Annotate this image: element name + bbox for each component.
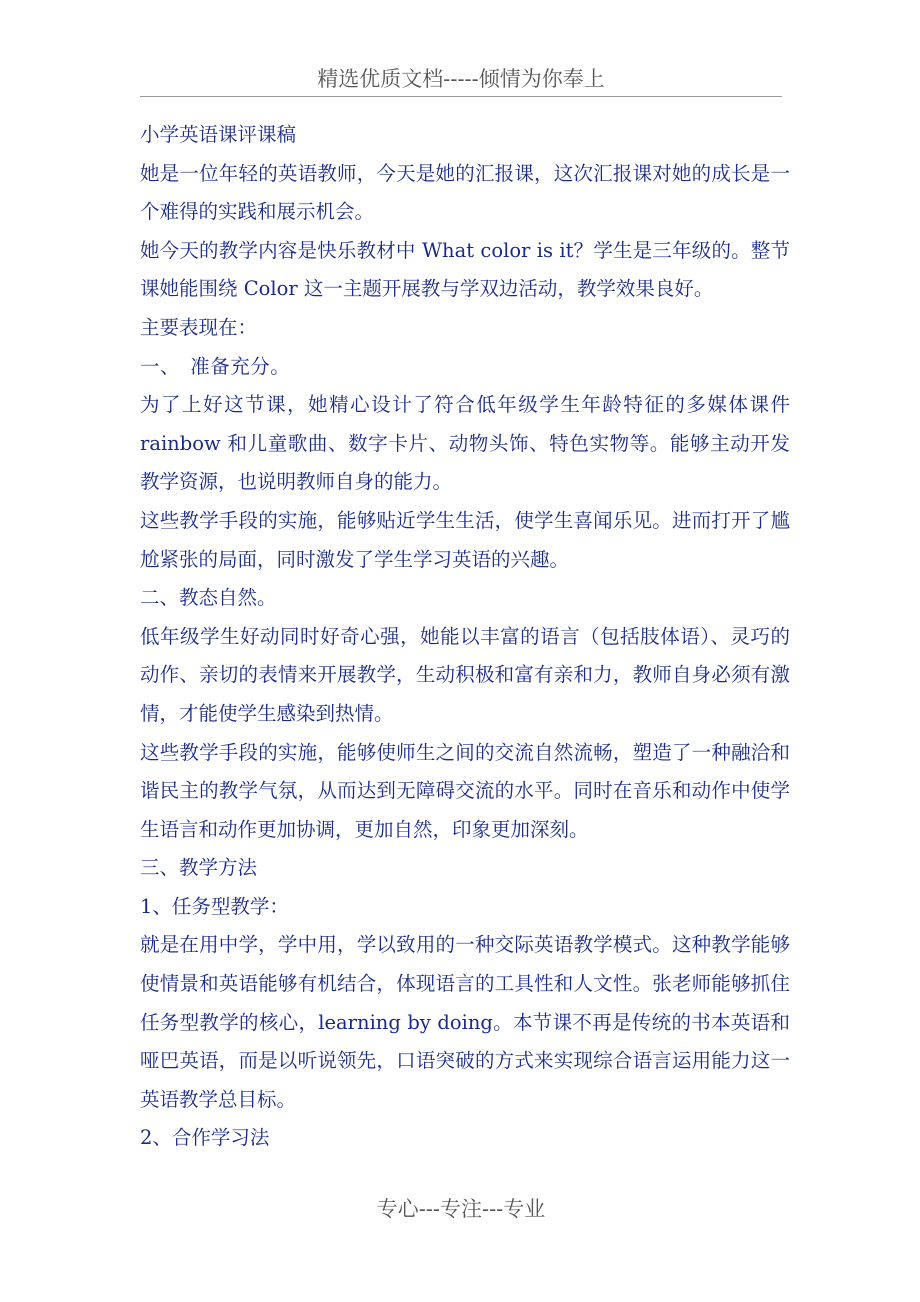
paragraph: 主要表现在： [140,315,258,339]
paragraph: 这些教学手段的实施，能够使师生之间的交流自然流畅，塑造了一种融洽和谐民主的教学气氛，从而达到无障碍交流的水平。同时在音乐和动作中使学生语言和动作更加协调，更加自然，印象更加深刻。 [140,740,790,841]
paragraph: 为了上好这节课，她精心设计了符合低年级学生年龄特征的多媒体课件 rainbow 和儿童歌曲、数字卡片、动物头饰、特色实物等。能够主动开发教学资源，也说明教师自身的能力。 [140,393,790,494]
document-body [140,116,790,1158]
document-title: 小学英语课评课稿 [140,123,297,146]
paragraph: 就是在用中学，学中用，学以致用的一种交际英语教学模式。这种教学能够使情景和英语能够有机结合，体现语言的工具性和人文性。张老师能够抓住任务型教学的核心，learning by doing。本节课不再是传统的书本英语和哑巴英语，而是以听说领先，口语突破的方式来实现综合语言运用能力这一英语教学总目标。 [140,933,790,1111]
paragraph: 这些教学手段的实施，能够贴近学生生活，使学生喜闻乐见。进而打开了尴尬紧张的局面，同时激发了学生学习英语的兴趣。 [140,508,790,571]
section-heading: 二、教态自然。 [140,586,277,610]
header-text: 精选优质文档-----倾情为你奉上 [317,67,605,91]
subsection-heading: 1、任务型教学： [140,894,289,918]
section-heading: 一、 准备充分。 [140,354,291,378]
paragraph: 她今天的教学内容是快乐教材中 What color is it？学生是三年级的。整节课她能围绕 Color 这一主题开展教与学双边活动，教学效果良好。 [140,238,790,301]
page-header [140,62,782,97]
paragraph: 她是一位年轻的英语教师，今天是她的汇报课，这次汇报课对她的成长是一个难得的实践和展示机会。 [140,161,790,224]
paragraph: 低年级学生好动同时好奇心强，她能以丰富的语言（包括肢体语）、灵巧的动作、亲切的表情来开展教学，生动积极和富有亲和力，教师自身必须有激情，才能使学生感染到热情。 [140,624,790,725]
subsection-heading: 2、合作学习法 [140,1126,270,1150]
page-footer [140,1192,782,1226]
footer-text: 专心---专注---专业 [376,1197,546,1221]
section-heading: 三、教学方法 [140,856,258,880]
